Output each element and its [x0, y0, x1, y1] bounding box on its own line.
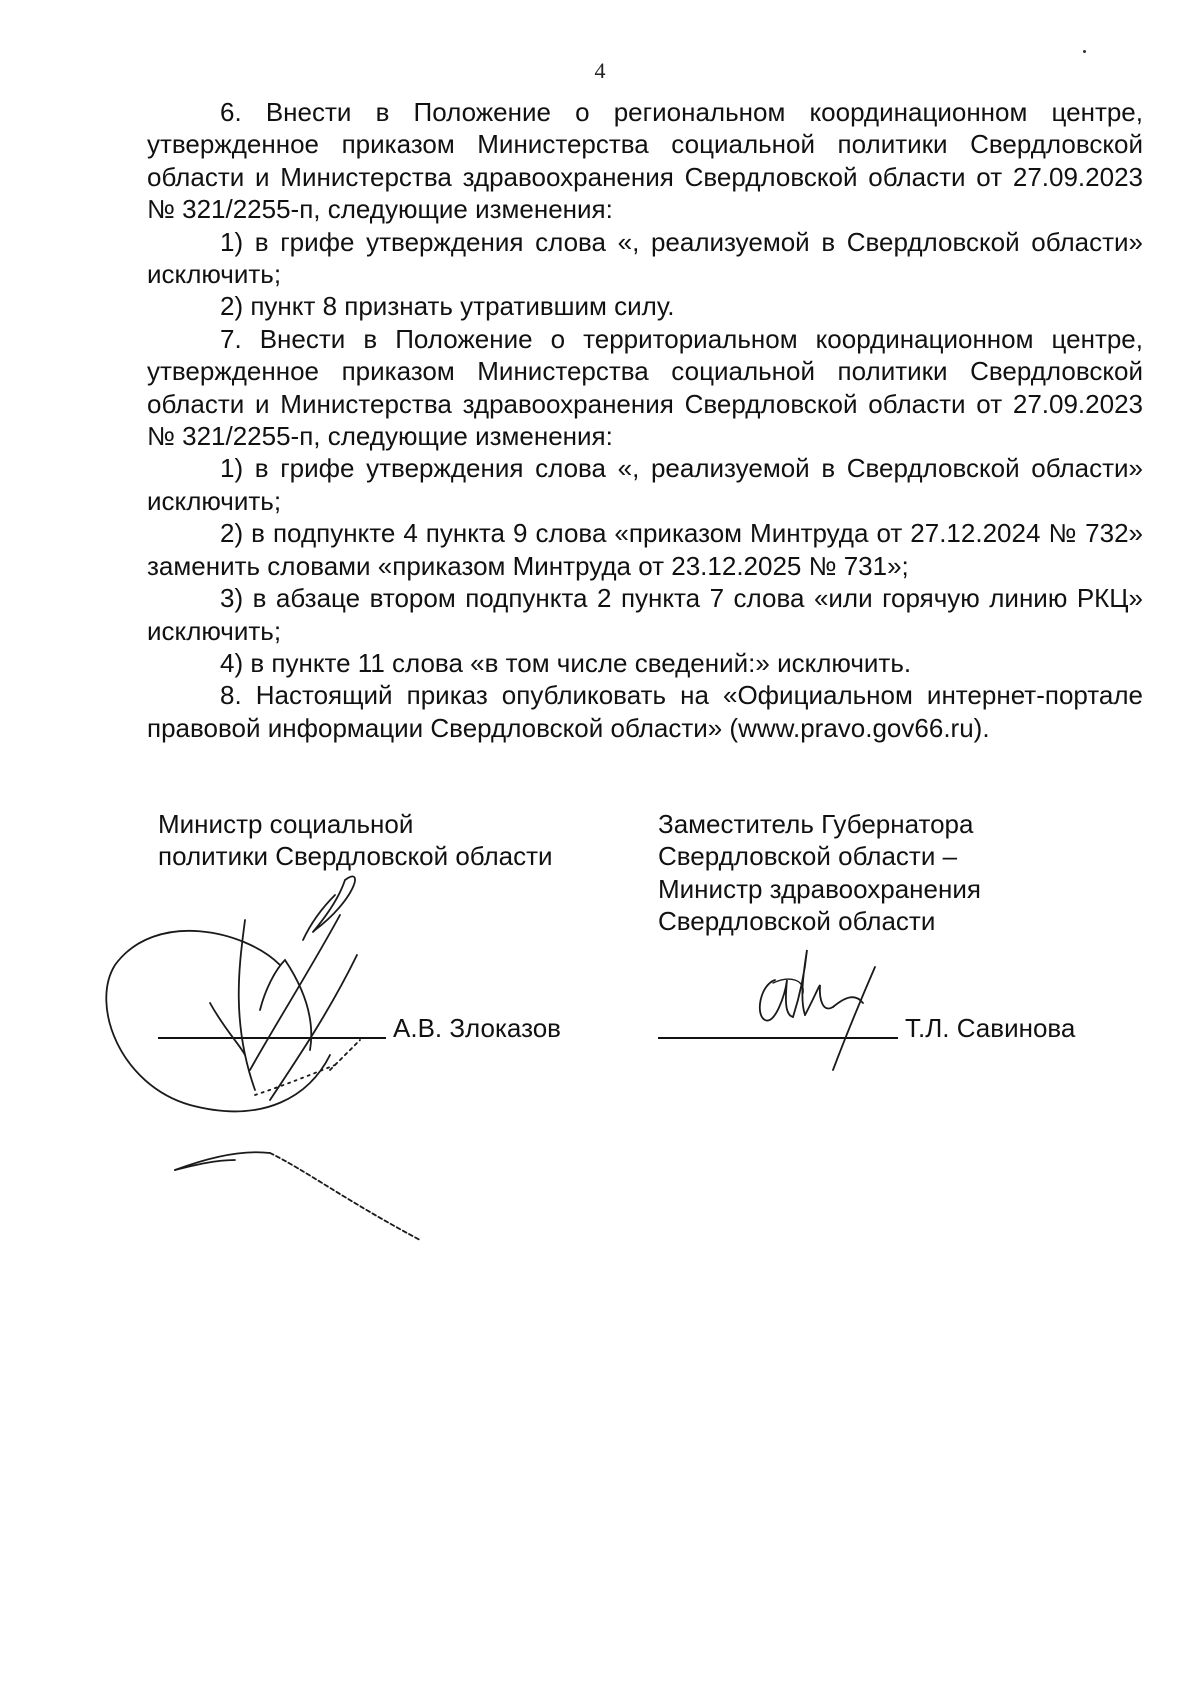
right-title-line: Свердловской области – — [658, 841, 958, 872]
left-title-line: Министр социальной — [158, 809, 414, 839]
paragraph-item-7-2: 2) в подпункте 4 пункта 9 слова «приказом Минтруда от 27.12.2024 № 732» заменить словами «приказом Минтруда от 23.12.2025 № 731»; — [147, 518, 1143, 581]
right-title-line: Заместитель Губернатора — [658, 809, 974, 839]
left-signature-line — [158, 1037, 386, 1039]
right-title-line: Свердловской области — [658, 906, 936, 937]
paragraph-item-6-1: 1) в грифе утверждения слова «, реализуемой в Свердловской области» исключить; — [147, 226, 1143, 290]
page-number: 4 — [594, 58, 606, 83]
left-signatory-name: А.В. Злоказов — [393, 1013, 561, 1043]
paragraph-item-8: 8. Настоящий приказ опубликовать на «Официальном интернет-портале правовой информации Свердловской области» (www.pravo.gov66.ru). — [147, 680, 1143, 743]
paragraph-item-7-1: 1) в грифе утверждения слова «, реализуемой в Свердловской области» исключить; — [147, 453, 1143, 516]
scan-speck — [1083, 50, 1086, 53]
signature-block — [0, 808, 1200, 1228]
left-title-line: политики Свердловской области — [158, 841, 553, 872]
right-signature-line — [658, 1037, 898, 1039]
right-signatory-name: Т.Л. Савинова — [905, 1013, 1076, 1043]
document-body — [147, 96, 1143, 744]
paragraph-item-7-4: 4) в пункте 11 слова «в том числе сведений:» исключить. — [220, 647, 912, 678]
paragraph-item-6: 6. Внести в Положение о региональном координационном центре, утвержденное приказом Министерства социальной политики Свердловской области и Министерства здравоохранения Свердловской области от 27.09.2023 № 321/2255-п, следующие изменения: — [147, 97, 1143, 225]
paragraph-item-7-3: 3) в абзаце втором подпункта 2 пункта 7 слова «или горячую линию РКЦ» исключить; — [147, 583, 1143, 646]
left-signatory-title — [158, 808, 598, 873]
right-signatory-title — [658, 808, 1098, 938]
right-title-line: Министр здравоохранения — [658, 873, 981, 904]
paragraph-item-6-2: 2) пункт 8 признать утратившим силу. — [220, 291, 675, 322]
paragraph-item-7: 7. Внести в Положение о территориальном координационном центре, утвержденное приказом Министерства социальной политики Свердловской области и Министерства здравоохранения Свердловской области от 27.09.2023 № 321/2255-п, следующие изменения: — [147, 323, 1143, 452]
